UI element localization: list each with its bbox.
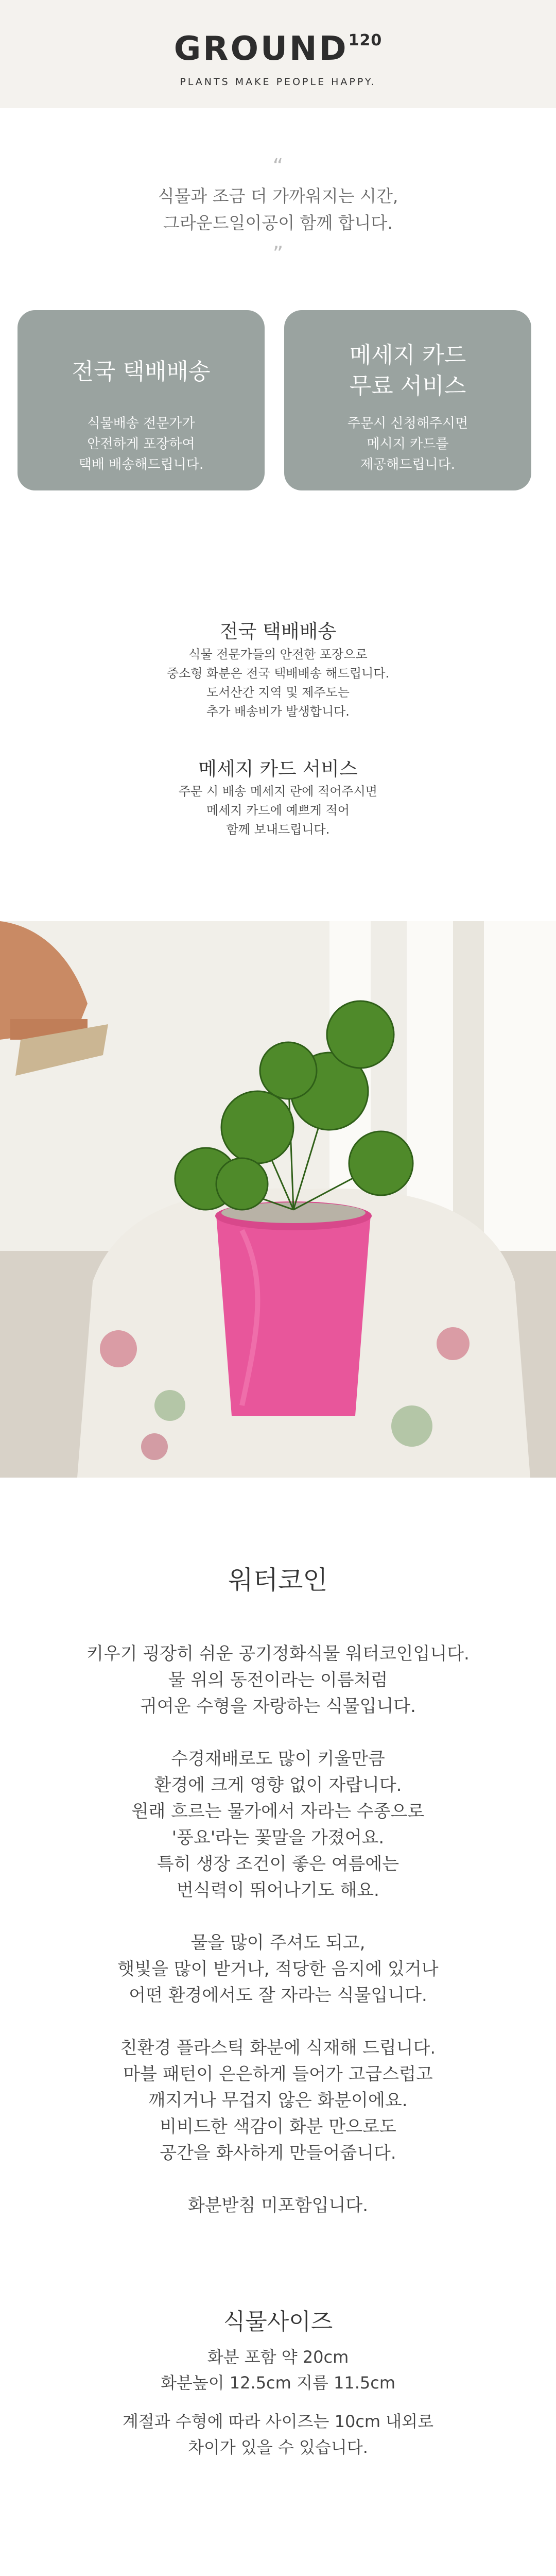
- description-paragraph: 수경재배로도 많이 키울만큼 환경에 크게 영향 없이 자랍니다. 원래 흐르는 물가에서 자라는 수종으로 '풍요'라는 꽃말을 가졌어요. 특히 생장 조건이 좋은 여름에는 번식력이 뛰어나기도 해요.: [131, 1749, 425, 1901]
- shipping-title: 전국 택배배송: [219, 620, 337, 642]
- size-text: 화분 포함 약 20cm 화분높이 12.5cm 지름 11.5cm: [160, 2347, 396, 2393]
- intro-text: [0, 183, 556, 236]
- card-text: 주문시 신청해주시면 메시지 카드를 제공해드립니다.: [347, 416, 468, 472]
- size-note: 계절과 수형에 따라 사이즈는 10cm 내외로 차이가 있을 수 있습니다.: [122, 2412, 434, 2457]
- close-quote-mark: ”: [272, 242, 284, 266]
- description-paragraph: 키우기 굉장히 쉬운 공기정화식물 워터코인입니다. 물 위의 동전이라는 이름처럼 귀여운 수형을 자랑하는 식물입니다.: [86, 1643, 470, 1717]
- card-title: 메세지 카드 무료 서비스: [349, 342, 466, 399]
- description-paragraph: 화분받침 미포함입니다.: [187, 2195, 369, 2216]
- message-card-text: 주문 시 배송 메세지 란에 적어주시면 메세지 카드에 예쁘게 적어 함께 보내드립니다.: [179, 784, 377, 837]
- shipping-service-card: [18, 310, 265, 490]
- intro-line: 식물과 조금 더 가까워지는 시간,: [158, 186, 398, 206]
- card-text: 식물배송 전문가가 안전하게 포장하여 택배 배송해드립니다.: [78, 416, 204, 472]
- description-paragraph: 물을 많이 주셔도 되고, 햇빛을 많이 받거나, 적당한 음지에 있거나 어떤 환경에서도 잘 자라는 식물입니다.: [117, 1933, 439, 2006]
- brand-logo: GROUND$^{120}$: [173, 30, 383, 68]
- message-card-title: 메세지 카드 서비스: [198, 758, 358, 780]
- shipping-text: 식물 전문가들의 안전한 포장으로 중소형 화분은 전국 택배배송 해드립니다. 도서산간 지역 및 제주도는 추가 배송비가 발생합니다.: [166, 647, 390, 719]
- product-name: 워터코인: [228, 1565, 328, 1595]
- product-description: [0, 1641, 556, 2219]
- message-card-service-card: [284, 310, 531, 490]
- open-quote-mark: “: [272, 155, 284, 178]
- intro-line: 그라운드일이공이 함께 합니다.: [163, 213, 393, 233]
- brand-tagline: PLANTS MAKE PEOPLE HAPPY.: [180, 76, 376, 88]
- card-title: 전국 택배배송: [72, 359, 211, 385]
- product-photo-1: [0, 921, 556, 1478]
- size-title: 식물사이즈: [223, 2309, 333, 2335]
- description-paragraph: 친환경 플라스틱 화분에 식재해 드립니다. 마블 패턴이 은은하게 들어가 고급스럽고 깨지거나 무겁지 않은 화분이에요. 비비드한 색감이 화분 만으로도 공간을 화사하게 만들어줍니다.: [120, 2038, 436, 2163]
